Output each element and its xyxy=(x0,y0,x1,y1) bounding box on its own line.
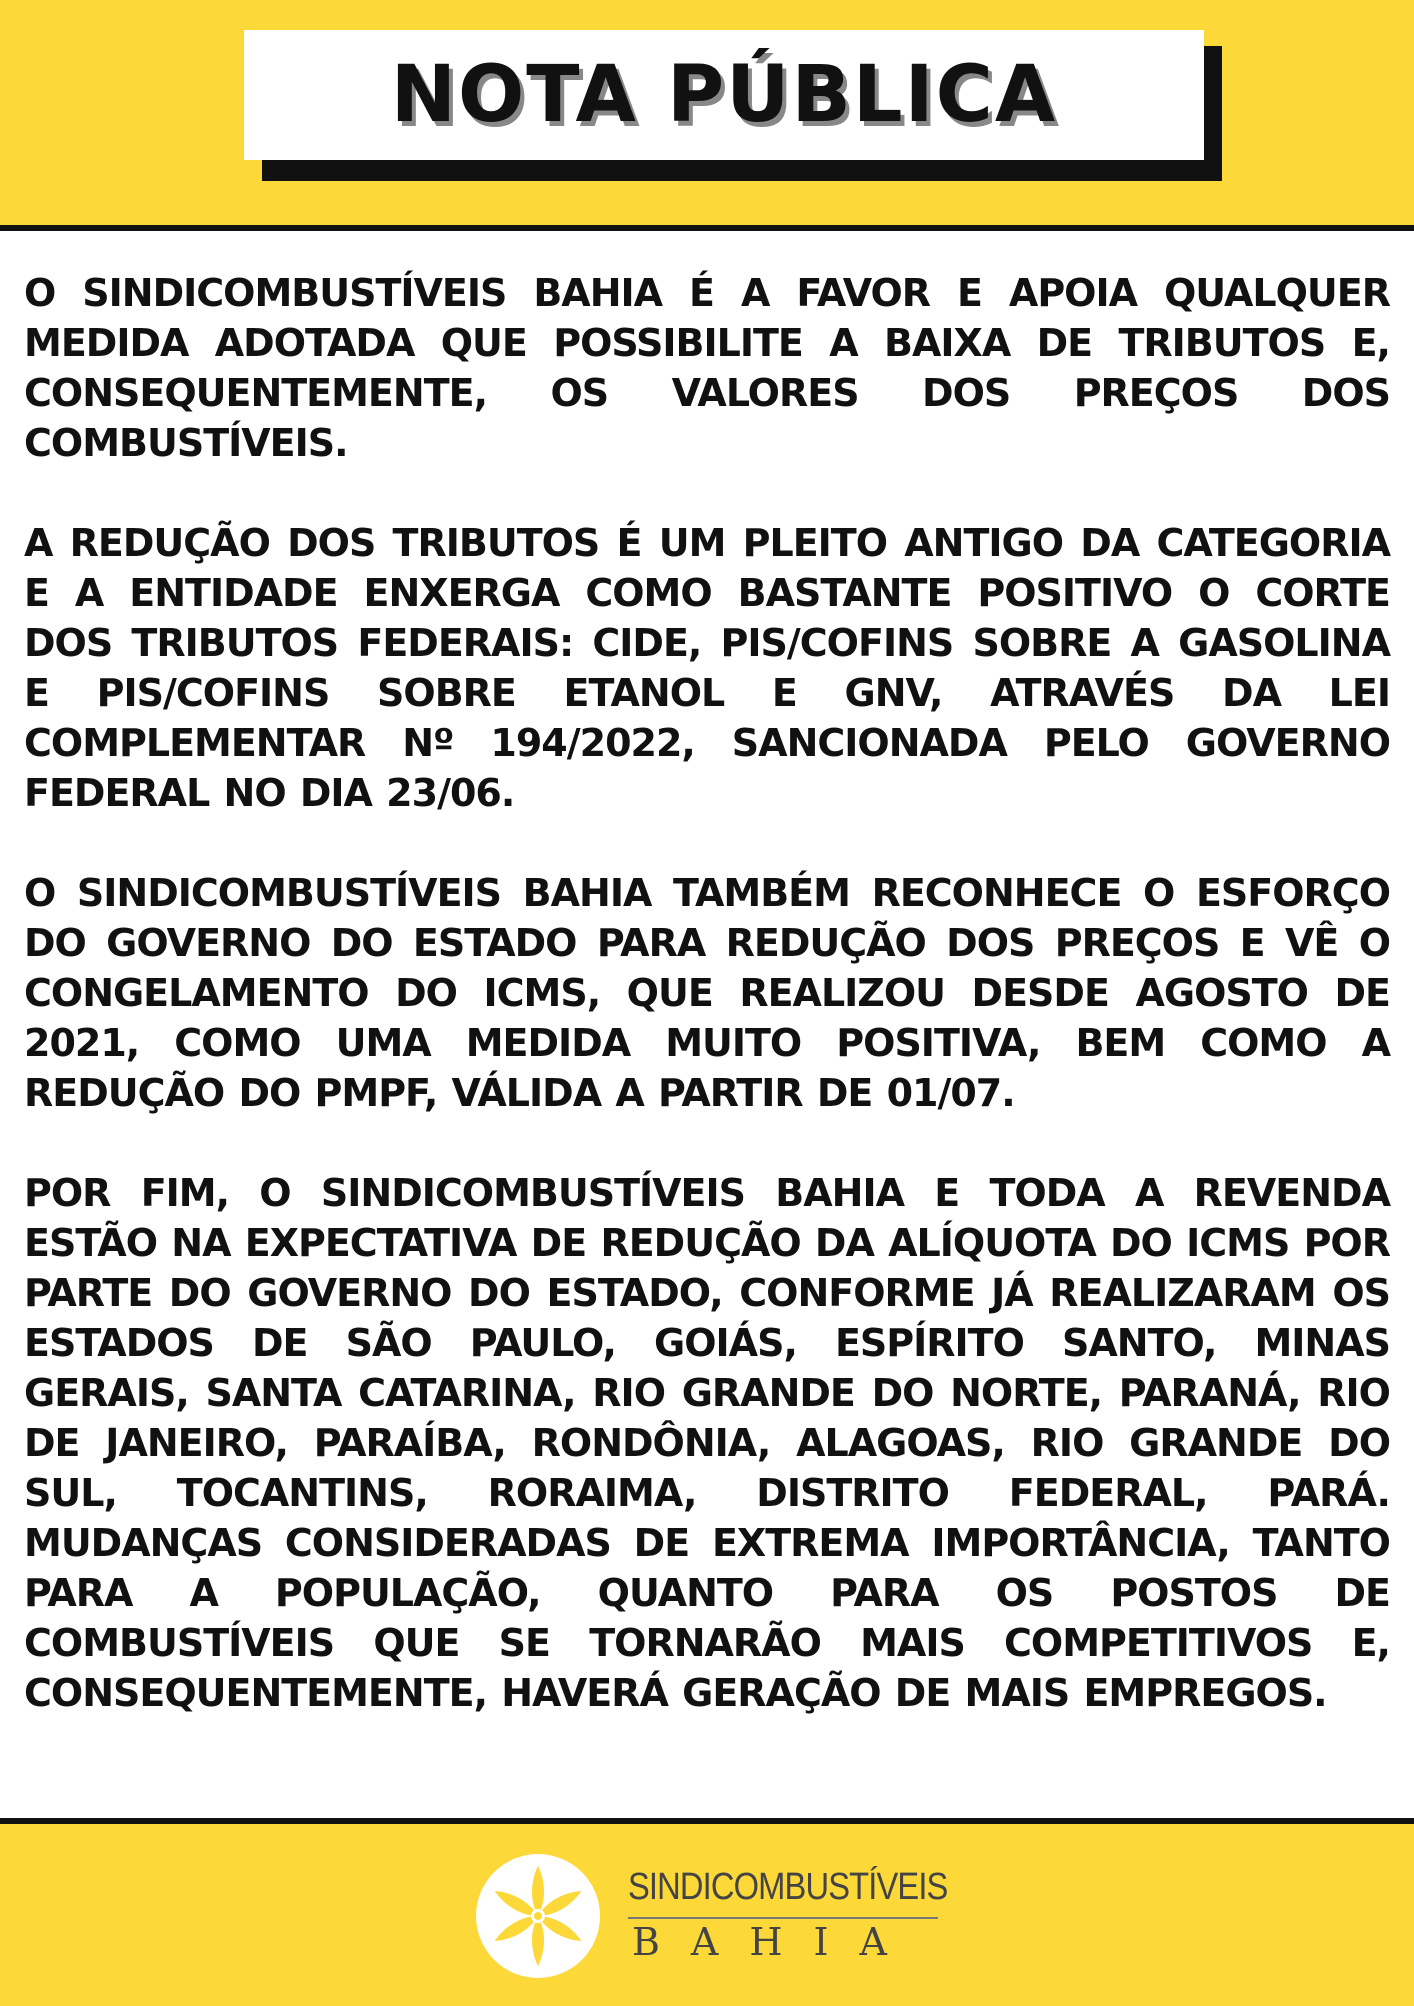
statement-body xyxy=(24,268,1390,1768)
footer-band xyxy=(0,1818,1414,2006)
logo-subtitle: BAHIA xyxy=(632,1920,918,1964)
title-box xyxy=(244,30,1204,160)
logo-name: SINDICOMBUSTÍVEIS xyxy=(628,1866,948,1908)
logo-divider xyxy=(628,1917,938,1919)
paragraph-4: POR FIM, O SINDICOMBUSTÍVEIS BAHIA E TODA A REVENDA ESTÃO NA EXPECTATIVA DE REDUÇÃO DA ALÍQUOTA DO ICMS POR PARTE DO GOVERNO DO ESTADO, CONFORME JÁ REALIZARAM OS ESTADOS DE SÃO PAULO, GOIÁS, ESPÍRITO SANTO, MINAS GERAIS, SANTA CATARINA, RIO GRANDE DO NORTE, PARANÁ, RIO DE JANEIRO, PARAÍBA, RONDÔNIA, ALAGOAS, RIO GRANDE DO SUL, TOCANTINS, RORAIMA, DISTRITO FEDERAL, PARÁ. MUDANÇAS CONSIDERADAS DE EXTREMA IMPORTÂNCIA, TANTO PARA A POPULAÇÃO, QUANTO PARA OS POSTOS DE COMBUSTÍVEIS QUE SE TORNARÃO MAIS COMPETITIVOS E, CONSEQUENTEMENTE, HAVERÁ GERAÇÃO DE MAIS EMPREGOS. xyxy=(24,1171,1390,1715)
paragraph-1: O SINDICOMBUSTÍVEIS BAHIA É A FAVOR E APOIA QUALQUER MEDIDA ADOTADA QUE POSSIBILITE A BAIXA DE TRIBUTOS E, CONSEQUENTEMENTE, OS VALORES DOS PREÇOS DOS COMBUSTÍVEIS. xyxy=(24,271,1390,465)
page-title: NOTA PÚBLICA xyxy=(390,50,1058,140)
flower-logo-icon xyxy=(474,1852,602,1980)
paragraph-3: O SINDICOMBUSTÍVEIS BAHIA TAMBÉM RECONHECE O ESFORÇO DO GOVERNO DO ESTADO PARA REDUÇÃO DOS PREÇOS E VÊ O CONGELAMENTO DO ICMS, QUE REALIZOU DESDE AGOSTO DE 2021, COMO UMA MEDIDA MUITO POSITIVA, BEM COMO A REDUÇÃO DO PMPF, VÁLIDA A PARTIR DE 01/07. xyxy=(24,871,1390,1115)
paragraph-2: A REDUÇÃO DOS TRIBUTOS É UM PLEITO ANTIGO DA CATEGORIA E A ENTIDADE ENXERGA COMO BASTANTE POSITIVO O CORTE DOS TRIBUTOS FEDERAIS: CIDE, PIS/COFINS SOBRE A GASOLINA E PIS/COFINS SOBRE ETANOL E GNV, ATRAVÉS DA LEI COMPLEMENTAR Nº 194/2022, SANCIONADA PELO GOVERNO FEDERAL NO DIA 23/06. xyxy=(24,521,1390,815)
